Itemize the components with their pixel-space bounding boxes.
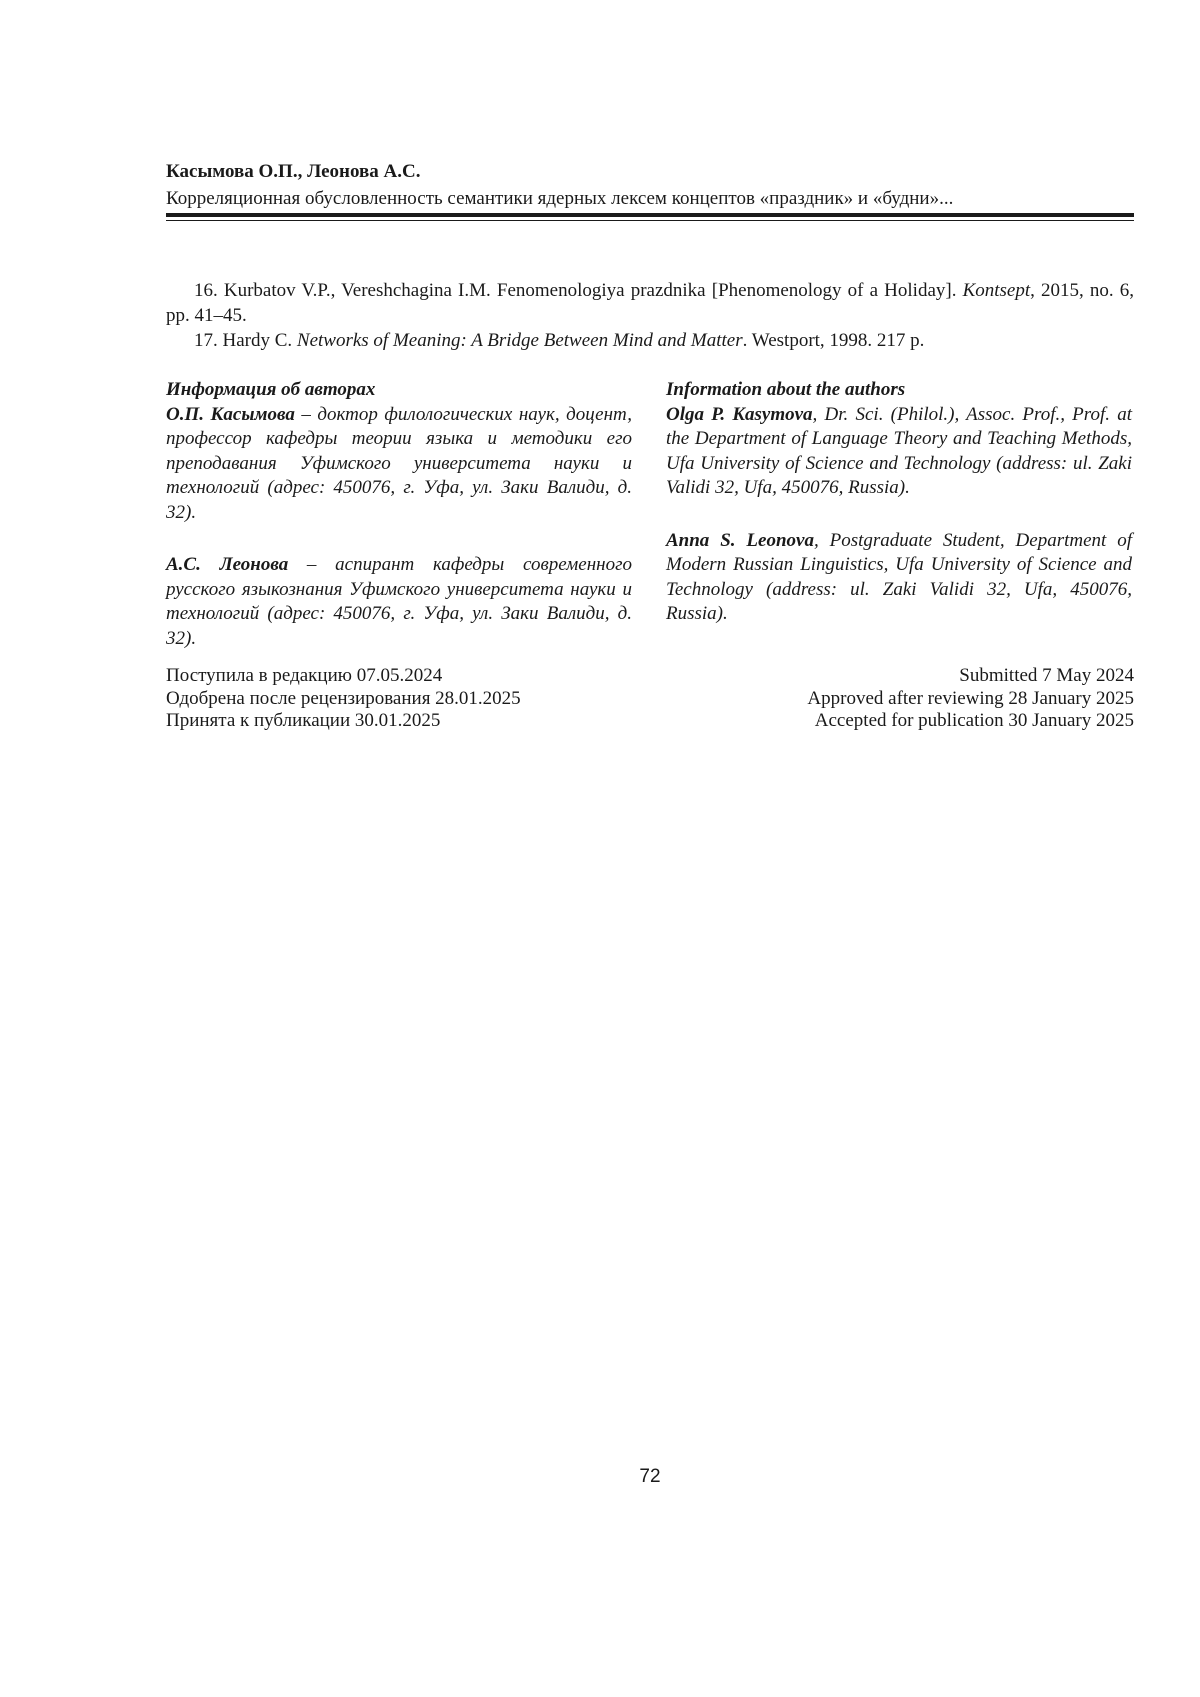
page: [0, 0, 1200, 1697]
header-title: Корреляционная обусловленность семантики ядерных лексем концептов «праздник» и «будни»...: [166, 186, 1134, 212]
authors-info-ru: [166, 378, 632, 651]
author-name: Olga P. Kasymova: [666, 404, 813, 425]
reference-source: Networks of Meaning: A Bridge Between Mind and Matter: [297, 330, 743, 351]
author-entry: О.П. Касымова – доктор филологических наук, доцент, профессор кафедры теории языка и методики его преподавания Уфимского университета науки и технологий (адрес: 450076, г. Уфа, ул. Заки Валиди, д. 32).: [166, 403, 632, 526]
date-submitted: Поступила в редакцию 07.05.2024: [166, 665, 634, 688]
author-name: О.П. Касымова: [166, 404, 295, 425]
reference-item: 16. Kurbatov V.P., Vereshchagina I.M. Fenomenologiya prazdnika [Phenomenology of a Holiday]. Kontsept, 2015, no. 6, pp. 41–45.: [166, 278, 1134, 328]
reference-source: Kontsept: [963, 280, 1031, 301]
date-accepted: Accepted for publication 30 January 2025: [666, 710, 1134, 733]
author-entry: Olga P. Kasymova, Dr. Sci. (Philol.), Assoc. Prof., Prof. at the Department of Language Theory and Teaching Methods, Ufa University of Science and Technology (address: ul. Zaki Validi 32, Ufa, 450076, Russia).: [666, 403, 1132, 501]
author-entry: Anna S. Leonova, Postgraduate Student, Department of Modern Russian Linguistics, Ufa University of Science and Technology (address: ul. Zaki Validi 32, Ufa, 450076, Russia).: [666, 529, 1132, 627]
date-accepted: Принята к публикации 30.01.2025: [166, 710, 634, 733]
date-approved: Approved after reviewing 28 January 2025: [666, 688, 1134, 711]
reference-list: [166, 278, 1134, 353]
dates-ru: [166, 665, 634, 733]
running-header: [166, 160, 1134, 212]
date-submitted: Submitted 7 May 2024: [666, 665, 1134, 688]
author-name: Anna S. Leonova: [666, 530, 814, 551]
header-rule-thick: [166, 213, 1134, 217]
header-authors: Касымова О.П., Леонова А.С.: [166, 160, 1134, 184]
reference-item: 17. Hardy C. Networks of Meaning: A Bridge Between Mind and Matter. Westport, 1998. 217 p.: [166, 328, 1134, 353]
dates-en: [666, 665, 1134, 733]
author-name: А.С. Леонова: [166, 554, 288, 575]
page-number: 72: [0, 1466, 1200, 1488]
authors-info-ru-title: Информация об авторах: [166, 378, 632, 403]
header-rule-thin: [166, 220, 1134, 221]
authors-info-en-title: Information about the authors: [666, 378, 1132, 403]
date-approved: Одобрена после рецензирования 28.01.2025: [166, 688, 634, 711]
authors-info-en: [666, 378, 1132, 627]
author-entry: А.С. Леонова – аспирант кафедры современного русского языкознания Уфимского университета науки и технологий (адрес: 450076, г. Уфа, ул. Заки Валиди, д. 32).: [166, 553, 632, 651]
